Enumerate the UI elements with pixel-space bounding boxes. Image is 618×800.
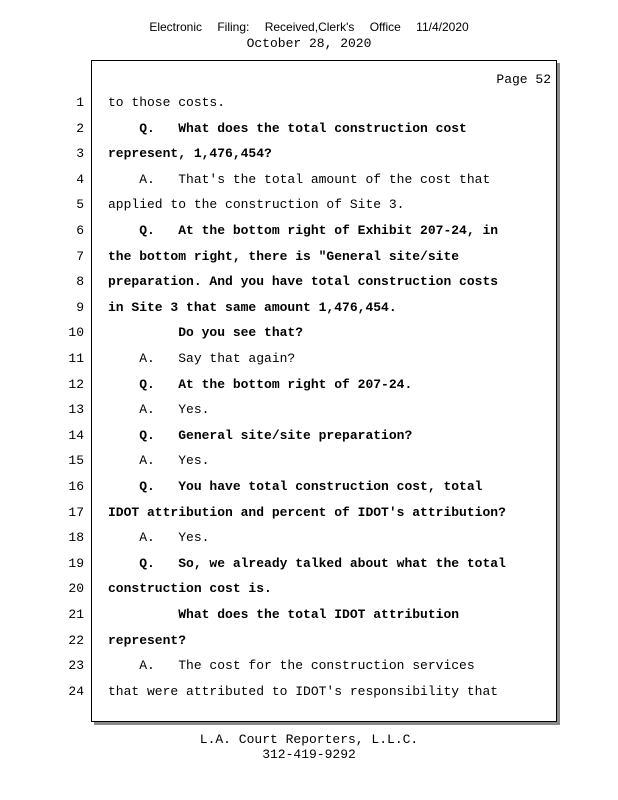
line-number: 7: [76, 249, 84, 264]
line-text: A. Yes.: [108, 402, 210, 417]
line-text: A. Yes.: [108, 453, 210, 468]
filing-received: Received,Clerk's: [264, 20, 355, 34]
line-text: Do you see that?: [108, 325, 304, 340]
line-number: 22: [68, 633, 84, 648]
line-number: 16: [68, 479, 84, 494]
line-number: 19: [68, 556, 84, 571]
line-text: in Site 3 that same amount 1,476,454.: [108, 300, 397, 315]
line-text: What does the total IDOT attribution: [108, 607, 460, 622]
line-number: 21: [68, 607, 84, 622]
line-number: 9: [76, 300, 84, 315]
line-number: 2: [76, 121, 84, 136]
line-text: construction cost is.: [108, 581, 272, 596]
line-text: IDOT attribution and percent of IDOT's attribution?: [108, 505, 506, 520]
filing-office: Office: [369, 20, 401, 34]
filing-label: Filing:: [217, 20, 250, 34]
line-number: 6: [76, 223, 84, 238]
line-number: 13: [68, 402, 84, 417]
line-number: 1: [76, 95, 84, 110]
line-text: applied to the construction of Site 3.: [108, 197, 405, 212]
footer-company: L.A. Court Reporters, L.L.C.: [199, 732, 419, 747]
line-text: preparation. And you have total construction costs: [108, 274, 499, 289]
line-text: Q. So, we already talked about what the total: [108, 556, 506, 571]
line-text: A. That's the total amount of the cost that: [108, 172, 491, 187]
line-number: 5: [76, 197, 84, 212]
line-number: 23: [68, 658, 84, 673]
line-number: 11: [68, 351, 84, 366]
line-number: 17: [68, 505, 84, 520]
filing-stamp: [0, 20, 618, 34]
deposition-date: October 28, 2020: [246, 36, 372, 51]
line-number: 4: [76, 172, 84, 187]
line-number: 18: [68, 530, 84, 545]
line-text: to those costs.: [108, 95, 226, 110]
line-number: 14: [68, 428, 84, 443]
line-number: 8: [76, 274, 84, 289]
line-text: Q. General site/site preparation?: [108, 428, 413, 443]
line-number: 15: [68, 453, 84, 468]
page-number: Page 52: [496, 72, 551, 87]
line-text: A. Say that again?: [108, 351, 296, 366]
line-text: Q. You have total construction cost, total: [108, 479, 483, 494]
footer-phone: 312-419-9292: [262, 747, 356, 762]
line-number: 24: [68, 684, 84, 699]
line-text: Q. At the bottom right of Exhibit 207-24, in: [108, 223, 499, 238]
line-text: Q. What does the total construction cost: [108, 121, 467, 136]
line-text: that were attributed to IDOT's responsibility that: [108, 684, 499, 699]
line-text: the bottom right, there is "General site/site: [108, 249, 460, 264]
line-number: 20: [68, 581, 84, 596]
line-number: 3: [76, 146, 84, 161]
line-text: Q. At the bottom right of 207-24.: [108, 377, 413, 392]
filing-electronic: Electronic: [149, 20, 202, 34]
filing-date: 11/4/2020: [416, 20, 469, 34]
line-text: represent, 1,476,454?: [108, 146, 272, 161]
line-text: A. The cost for the construction services: [108, 658, 475, 673]
line-text: represent?: [108, 633, 187, 648]
line-number: 12: [68, 377, 84, 392]
line-number: 10: [68, 325, 84, 340]
line-text: A. Yes.: [108, 530, 210, 545]
